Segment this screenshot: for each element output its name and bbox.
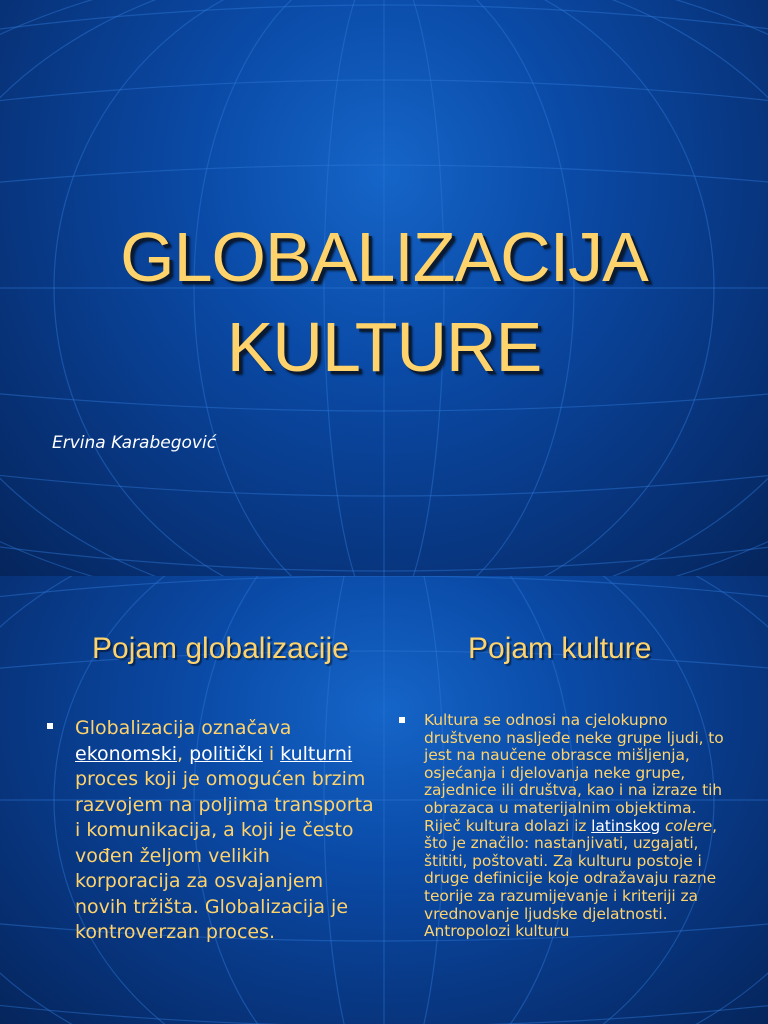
term-colere: colere — [664, 816, 713, 835]
link-kulturni[interactable]: kulturni — [280, 742, 353, 765]
title-line-1: GLOBALIZACIJA — [120, 218, 648, 296]
link-politicki[interactable]: politički — [189, 742, 263, 765]
kultura-paragraph: Kultura se odnosi na cjelokupno društveno nasljeđe neke grupe ljudi, to jest na naučene obrasce mišljenja, osjećanja i djelovanja neke grupe, zajednice ili društva, kao i na izraze tih obrazaca u materijalnim objektima. Riječ kultura dolazi iz latinskog colere, što je značilo: nastanjivati, uzgajati, štititi, poštovati. Za kulturu postoje i druge definicije koje odražavaju razne teorije za razumijevanje i kriteriji za vrednovanje ljudske djelatnosti. Antropolozi kulturu — [424, 711, 724, 941]
bullet-square-icon — [399, 717, 405, 723]
slide-title — [0, 212, 768, 392]
link-latinskog[interactable]: latinskog — [591, 816, 661, 835]
globalizacija-paragraph: Globalizacija označava ekonomski, politički i kulturni proces koji je omogućen brzim razvojem na poljima transporta i komunikacija, a koji je često vođen željom velikih korporacija za osvajanjem novih tržišta. Globalizacija je kontroverzan proces. — [75, 717, 374, 943]
heading-pojam-kulture: Pojam kulture — [468, 632, 652, 665]
content-slide — [0, 576, 768, 1024]
link-ekonomski[interactable]: ekonomski — [75, 742, 177, 765]
heading-pojam-globalizacije: Pojam globalizacije — [92, 632, 349, 665]
bullet-square-icon — [47, 723, 53, 729]
author-name: Ervina Karabegović — [52, 433, 217, 453]
title-line-2: KULTURE — [226, 308, 542, 386]
